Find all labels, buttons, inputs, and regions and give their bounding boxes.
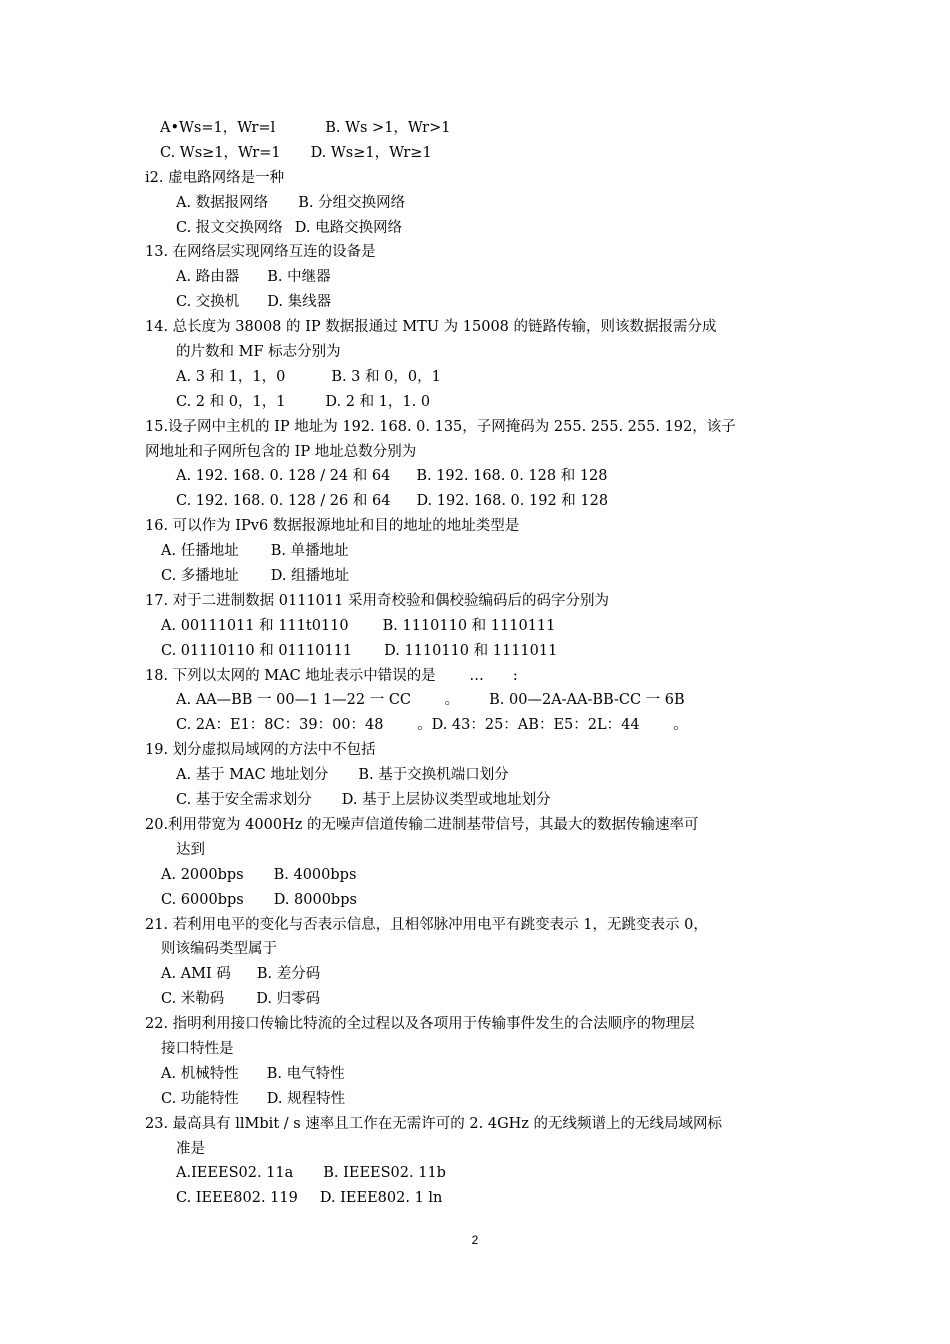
text-line bbox=[0, 514, 950, 539]
option-text: B. 4000bps bbox=[273, 866, 357, 883]
option-text: D. 1110110 和 1111011 bbox=[384, 642, 558, 659]
options-line bbox=[0, 216, 950, 241]
line-text: 准是 bbox=[176, 1140, 205, 1157]
options-line bbox=[0, 888, 950, 913]
line-text: C. 2A：E1：8C：39：00：48 。D. 43：25：AB：E5：2L：44 。 bbox=[176, 717, 688, 734]
options-line bbox=[0, 962, 950, 987]
option-text: D. 归零码 bbox=[256, 991, 321, 1008]
options-line bbox=[0, 1087, 950, 1112]
text-line bbox=[0, 166, 950, 191]
option-text: C. 交换机 bbox=[176, 294, 240, 311]
options-line bbox=[0, 564, 950, 589]
text-line bbox=[0, 738, 950, 763]
option-text: D. 规程特性 bbox=[266, 1090, 346, 1107]
option-text: A. AA—BB 一 00—1 1—22 一 CC 。 bbox=[176, 692, 460, 709]
option-text: C. 功能特性 bbox=[161, 1090, 239, 1107]
option-text: A. AMI 码 bbox=[161, 966, 231, 983]
option-text: C. 报文交换网络 bbox=[176, 219, 283, 236]
option-text: B. 192. 168. 0. 128 和 128 bbox=[416, 468, 608, 485]
options-line bbox=[0, 1186, 950, 1211]
line-text: 16. 可以作为 IPv6 数据报源地址和目的地址的地址类型是 bbox=[145, 518, 520, 535]
option-text: B. 中继器 bbox=[267, 269, 331, 286]
options-line bbox=[0, 464, 950, 489]
line-text: 21. 若利用电平的变化与否表示信息，且相邻脉冲用电平有跳变表示 1，无跳变表示 0， bbox=[145, 916, 708, 933]
text-line bbox=[0, 1112, 950, 1137]
options-line bbox=[0, 688, 950, 713]
text-line bbox=[0, 440, 950, 465]
option-text: D. 2 和 1，1. 0 bbox=[325, 393, 431, 410]
option-text: C. 6000bps bbox=[161, 891, 244, 908]
option-text: A. 数据报网络 bbox=[176, 194, 269, 211]
option-text: B. Ws >1，Wr>1 bbox=[325, 120, 451, 136]
options-line bbox=[0, 265, 950, 290]
option-text: B. 差分码 bbox=[256, 966, 321, 983]
line-text: 18. 下列以太网的 MAC 地址表示中错误的是 … : bbox=[145, 667, 518, 684]
option-text: A•Ws=1，Wr=l bbox=[160, 120, 276, 136]
option-text: A. 3 和 1，1，0 bbox=[176, 368, 286, 385]
options-line bbox=[0, 614, 950, 639]
option-text: A. 2000bps bbox=[161, 866, 244, 883]
option-text: A.IEEES02. 11a bbox=[176, 1165, 294, 1182]
text-line bbox=[0, 1012, 950, 1037]
option-text: B. 分组交换网络 bbox=[298, 194, 406, 211]
line-text: 15.设子网中主机的 IP 地址为 192. 168. 0. 135，子网掩码为 255. 255. 255. 192，该子 bbox=[145, 418, 736, 435]
options-line bbox=[0, 763, 950, 788]
line-text: i2. 虚电路网络是一种 bbox=[145, 169, 285, 186]
line-text: 的片数和 MF 标志分别为 bbox=[176, 344, 341, 361]
line-text: 14. 总长度为 38008 的 IP 数据报通过 MTU 为 15008 的链路传输，则该数据报需分成 bbox=[145, 319, 717, 336]
options-line bbox=[0, 290, 950, 315]
line-text: 达到 bbox=[176, 841, 205, 858]
text-line bbox=[0, 240, 950, 265]
question-list bbox=[0, 116, 950, 1211]
option-text: C. 2 和 0，1，1 bbox=[176, 393, 286, 410]
option-text: D. 基于上层协议类型或地址划分 bbox=[341, 792, 551, 809]
text-line bbox=[0, 1137, 950, 1162]
options-line bbox=[0, 539, 950, 564]
line-text: 23. 最高具有 llMbit / s 速率且工作在无需许可的 2. 4GHz 的无线频谱上的无线局域网标 bbox=[145, 1115, 723, 1132]
option-text: A. 192. 168. 0. 128 / 24 和 64 bbox=[176, 468, 391, 485]
option-text: A. 基于 MAC 地址划分 bbox=[176, 767, 329, 784]
options-line bbox=[0, 788, 950, 813]
option-text: C. 多播地址 bbox=[161, 568, 239, 585]
options-line bbox=[0, 863, 950, 888]
text-line bbox=[0, 913, 950, 938]
options-line bbox=[0, 987, 950, 1012]
option-text: B. 单播地址 bbox=[270, 543, 349, 560]
page-number: 2 bbox=[471, 1233, 479, 1247]
line-text: 网地址和子网所包含的 IP 地址总数分别为 bbox=[145, 443, 417, 460]
options-line bbox=[0, 1062, 950, 1087]
option-text: D. 8000bps bbox=[273, 891, 357, 908]
options-line bbox=[0, 116, 950, 141]
text-line bbox=[0, 713, 950, 738]
option-text: C. 米勒码 bbox=[161, 991, 225, 1008]
option-text: A. 00111011 和 111t0110 bbox=[161, 617, 349, 634]
option-text: D. 192. 168. 0. 192 和 128 bbox=[416, 493, 609, 510]
line-text: 接口特性是 bbox=[161, 1040, 234, 1057]
text-line bbox=[0, 589, 950, 614]
text-line bbox=[0, 664, 950, 689]
options-line bbox=[0, 191, 950, 216]
option-text: C. Ws≥1，Wr=1 bbox=[160, 144, 281, 161]
option-text: B. 1110110 和 1110111 bbox=[382, 617, 556, 634]
option-text: A. 路由器 bbox=[176, 269, 240, 286]
option-text: B. 基于交换机端口划分 bbox=[358, 767, 509, 784]
options-line bbox=[0, 1161, 950, 1186]
line-text: 19. 划分虚拟局域网的方法中不包括 bbox=[145, 742, 376, 759]
option-text: B. 3 和 0，0，1 bbox=[331, 368, 441, 385]
line-text: 13. 在网络层实现网络互连的设备是 bbox=[145, 244, 376, 261]
option-text: B. 电气特性 bbox=[266, 1065, 345, 1082]
option-text: D. Ws≥1，Wr≥1 bbox=[310, 144, 432, 161]
options-line bbox=[0, 365, 950, 390]
text-line bbox=[0, 813, 950, 838]
text-line bbox=[0, 415, 950, 440]
options-line bbox=[0, 639, 950, 664]
line-text: 20.利用带宽为 4000Hz 的无噪声信道传输二进制基带信号，其最大的数据传输速率可 bbox=[145, 816, 699, 833]
option-text: A. 任播地址 bbox=[161, 543, 239, 560]
option-text: B. 00—2A-AA-BB-CC 一 6B bbox=[489, 692, 685, 709]
option-text: C. IEEE802. 119 bbox=[176, 1190, 298, 1207]
text-line bbox=[0, 315, 950, 340]
option-text: C. 基于安全需求划分 bbox=[176, 792, 312, 809]
options-line bbox=[0, 141, 950, 166]
text-line bbox=[0, 937, 950, 962]
option-text: D. 电路交换网络 bbox=[294, 219, 403, 236]
option-text: C. 192. 168. 0. 128 / 26 和 64 bbox=[176, 493, 391, 510]
line-text: 17. 对于二进制数据 0111011 采用奇校验和偶校验编码后的码字分别为 bbox=[145, 592, 609, 609]
line-text: 则该编码类型属于 bbox=[161, 941, 277, 958]
options-line bbox=[0, 489, 950, 514]
option-text: D. 集线器 bbox=[267, 294, 332, 311]
line-text: 22. 指明利用接口传输比特流的全过程以及各项用于传输事件发生的合法顺序的物理层 bbox=[145, 1016, 695, 1033]
text-line bbox=[0, 340, 950, 365]
options-line bbox=[0, 390, 950, 415]
option-text: D. 组播地址 bbox=[270, 568, 350, 585]
text-line bbox=[0, 838, 950, 863]
text-line bbox=[0, 1037, 950, 1062]
option-text: B. IEEES02. 11b bbox=[323, 1165, 446, 1182]
option-text: C. 01110110 和 01110111 bbox=[161, 642, 353, 659]
option-text: D. IEEE802. 1 ln bbox=[319, 1190, 443, 1207]
option-text: A. 机械特性 bbox=[161, 1065, 239, 1082]
